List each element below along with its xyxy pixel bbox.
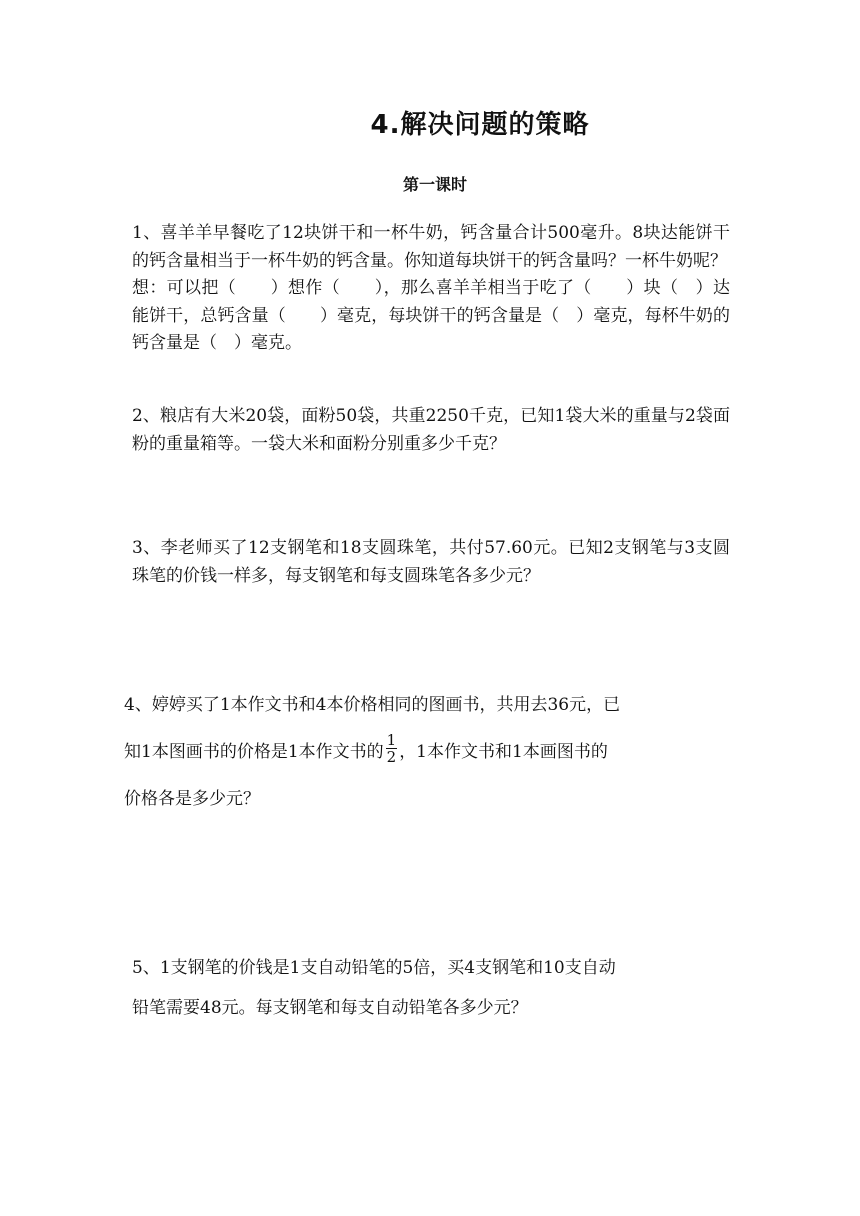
question-4-line-2-end: ，1本作文书和1本画图书的: [399, 742, 608, 762]
question-3: [132, 535, 730, 590]
question-4-line-2-start: 知1本图画书的价格是1本作文书的: [124, 742, 384, 762]
question-4: [124, 692, 730, 812]
fraction-one-half: [386, 732, 398, 765]
question-5: [132, 955, 730, 1021]
question-4-line-3: 价格各是多少元？: [124, 789, 260, 809]
question-5-line-1: 5、1支钢笔的价钱是1支自动铅笔的5倍，买4支钢笔和10支自动: [132, 958, 616, 978]
fraction-denominator: 2: [386, 748, 397, 766]
question-1-text: 1、喜羊羊早餐吃了12块饼干和一杯牛奶，钙含量合计500毫升。8块达能饼干的钙含量相当于一杯牛奶的钙含量。你知道每块饼干的钙含量吗？一杯牛奶呢？: [132, 223, 730, 271]
question-4-line-2: [124, 731, 730, 766]
question-3-text: 3、李老师买了12支钢笔和18支圆珠笔，共付57.60元。已知2支钢笔与3支圆珠笔的价钱一样多，每支钢笔和每支圆珠笔各多少元？: [132, 538, 730, 586]
page-title: 4.解决问题的策略: [370, 110, 590, 140]
lesson-subtitle: 第一课时: [402, 175, 467, 194]
question-1: [132, 220, 730, 358]
question-4-line-1: 4、婷婷买了1本作文书和4本价格相同的图画书，共用去36元，已: [124, 695, 621, 715]
question-5-line-2: 铅笔需要48元。每支钢笔和每支自动铅笔各多少元？: [132, 998, 528, 1018]
question-1-hint: 想：可以把（ ）想作（ ），那么喜羊羊相当于吃了（ ）块（ ）达能饼干，总钙含量（ ）毫克，每块饼干的钙含量是（ ）毫克，每杯牛奶的钙含量是（ ）毫克。: [132, 278, 730, 353]
question-2-text: 2、粮店有大米20袋，面粉50袋，共重2250千克，已知1袋大米的重量与2袋面粉的重量箱等。一袋大米和面粉分别重多少千克？: [132, 406, 730, 454]
question-2: [132, 403, 730, 458]
fraction-numerator: 1: [386, 731, 397, 749]
